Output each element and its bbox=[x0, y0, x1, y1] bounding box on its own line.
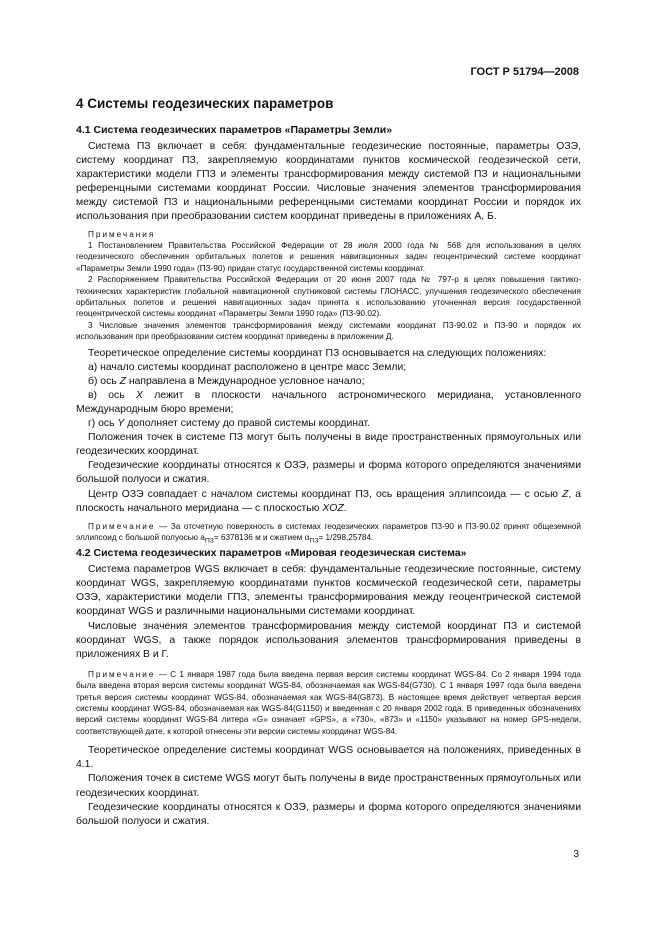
list-item: а) начало системы координат расположено в центре масс Земли; bbox=[88, 361, 407, 373]
section-title: 4 Системы геодезических параметров bbox=[76, 96, 334, 111]
paragraph: Положения точек в системе ПЗ могут быть получены в виде пространственных прямоугольных или геодезических координат. bbox=[76, 432, 581, 458]
paragraph: Положения точек в системе WGS могут быть получены в виде пространственных прямоугольных или геодезических координат. bbox=[76, 773, 581, 799]
note-2: 2 Распоряжением Правительства Российской Федерации от 20 июня 2007 года № 797-р в целях повышения тактико-технических характеристик глобальной навигационной спутниковой системы ГЛОНАСС, улучшения геодезического обеспечения орбитальных полетов и решения навигационных задач принята к использованию уточненная версия государственной геоцентрической системы координат «Параметры Земли 1990 года» (ПЗ-90.02). bbox=[76, 275, 581, 319]
page-content bbox=[76, 96, 581, 829]
note-wgs: Примечание — С 1 января 1987 года была введена первая версия системы координат WGS-84. Со 2 января 1994 года была введена вторая версия системы координат WGS-84, обозначаемая как WGS-84(G730). С 1 января 1997 года была введена третья версия системы координат WGS-84, обозначаемая как WGS-84(G873). В настоящее время действует четвертая версия системы координат WGS-84, обозначаемая как WGS-84(G1150) и введенная с 20 января 2002 года. В приведенных обозначениях версий системы координат WGS-84 литера «G» означает «GPS», а «730», «873» и «1150» указывают на номер GPS-недели, соответствующей дате, к которой отнесены эти версии системы координат WGS-84. bbox=[76, 669, 581, 736]
list-item: в) ось X лежит в плоскости начального астрономического меридиана, установленного Международным бюро времени; bbox=[76, 389, 581, 415]
list-item: б) ось Z направлена в Международное условное начало; bbox=[88, 375, 365, 387]
paragraph: Система ПЗ включает в себя: фундаментальные геодезические постоянные, параметры ОЗЭ, систему координат ПЗ, закрепляемую координатами пунктов космической геодезической сети, характеристики модели ГПЗ и элементы трансформирования между системой ПЗ и национальными референцными системами координат России. Числовые значения элементов трансформирования между системой ПЗ и национальными референцными системами координат России и порядок их использования при преобразовании систем координат приведены в приложениях А, Б. bbox=[76, 141, 581, 223]
paragraph: Теоретическое определение системы координат WGS основывается на положениях, приведенных в 4.1. bbox=[76, 745, 581, 771]
subsection-title-4-2: 4.2 Система геодезических параметров «Мировая геодезическая система» bbox=[76, 547, 467, 560]
paragraph: Центр ОЗЭ совпадает с началом системы координат ПЗ, ось вращения эллипсоида — с осью Z, а плоскость начального меридиана — с плоскостью XOZ. bbox=[76, 488, 581, 514]
notes-heading: Примечания bbox=[88, 229, 156, 239]
paragraph: Геодезические координаты относятся к ОЗЭ, размеры и форма которого определяются значениями большой полуоси и сжатия. bbox=[76, 460, 581, 486]
paragraph: Геодезические координаты относятся к ОЗЭ, размеры и форма которого определяются значениями большой полуоси и сжатия. bbox=[76, 801, 581, 827]
note-1: 1 Постановлением Правительства Российской Федерации от 28 июля 2000 года № 568 для использования в целях геодезического обеспечения орбитальных полетов и решения навигационных задач геоцентрический системе координат «Параметры Земли 1990 года» (ПЗ-90) придан статус государственной системы координат. bbox=[76, 240, 581, 273]
list-item: г) ось Y дополняет систему до правой системы координат. bbox=[88, 418, 371, 430]
note-3: 3 Числовые значения элементов трансформирования между системами координат ПЗ-90.02 и ПЗ-90 и порядок их использования при преобразовании систем координат приведены в приложении Д. bbox=[76, 320, 581, 342]
note-4: Примечание — За отсчетную поверхность в системах геодезических параметров ПЗ-90 и ПЗ-90.02 принят общеземной эллипсоид с большой полуосью $a_{ПЗ}= 6378136$ м и сжатием $\alpha_{ПЗ}= 1/298,25784$. bbox=[76, 521, 581, 545]
document-id: ГОСТ Р 51794—2008 bbox=[470, 66, 579, 78]
paragraph: Теоретическое определение системы координат ПЗ основывается на следующих положениях: bbox=[88, 347, 547, 359]
paragraph: Система параметров WGS включает в себя: фундаментальные геодезические постоянные, систему координат WGS, закрепляемую координатами пунктов космической геодезической сети, параметры ОЗЭ, характеристики модели ГПЗ, элементы трансформирования между геоцентрической системой координат WGS и различными национальными системами координат. bbox=[76, 564, 581, 618]
subsection-title-4-1: 4.1 Система геодезических параметров «Параметры Земли» bbox=[76, 124, 393, 136]
paragraph: Числовые значения элементов трансформирования между системой координат ПЗ и системой координат WGS, а также порядок использования элементов трансформирования приведены в приложениях В и Г. bbox=[76, 620, 581, 660]
page-number: 3 bbox=[573, 849, 579, 860]
